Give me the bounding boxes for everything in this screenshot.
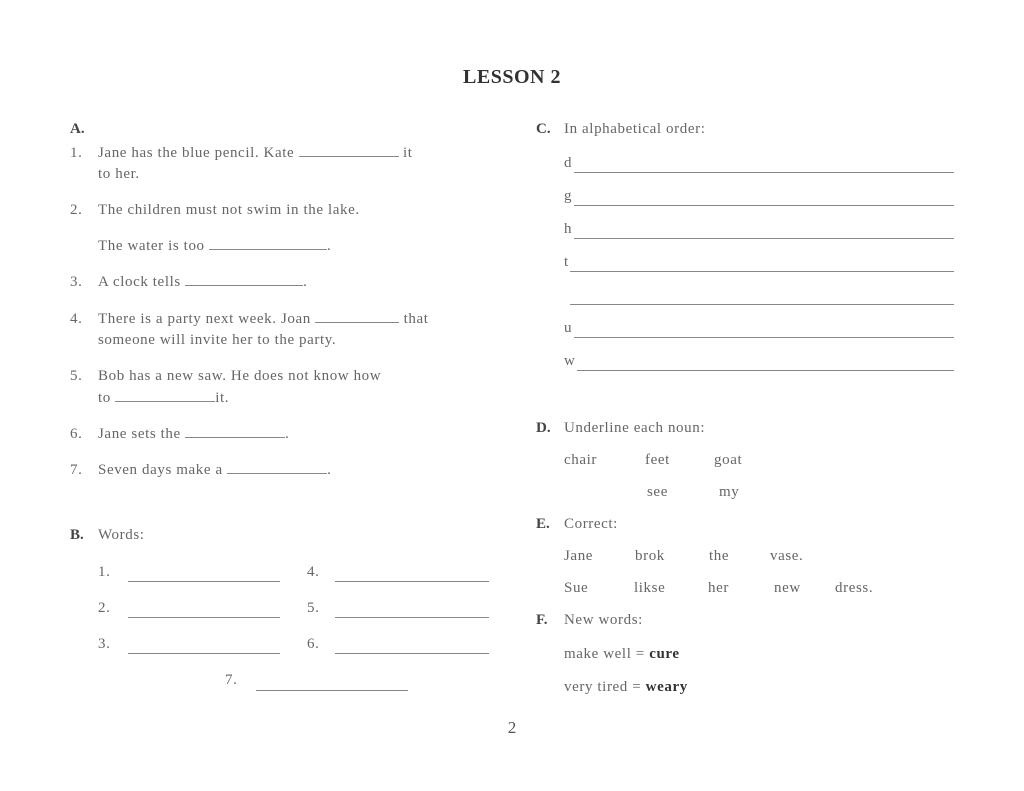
- answer-blank[interactable]: [299, 155, 399, 157]
- section-a-label: A.: [70, 121, 85, 137]
- item-a5-text: Bob has a new saw. He does not know how: [98, 368, 382, 384]
- item-a6-num: 6.: [70, 426, 83, 442]
- word-blank-4[interactable]: [335, 581, 489, 582]
- correct-word: vase.: [770, 548, 804, 564]
- alpha-letter-u: u: [564, 320, 573, 336]
- word-num-1: 1.: [98, 564, 111, 580]
- noun-word: chair: [564, 452, 597, 468]
- item-a4-line2: someone will invite her to the party.: [98, 332, 337, 348]
- answer-blank[interactable]: [185, 436, 285, 438]
- new-word: weary: [645, 679, 688, 695]
- noun-word: see: [647, 484, 668, 500]
- new-word-phrase: make well =: [564, 646, 645, 662]
- word-blank-3[interactable]: [128, 653, 280, 654]
- answer-blank[interactable]: [209, 248, 327, 250]
- alpha-letter-d: d: [564, 155, 573, 171]
- alpha-blank-6[interactable]: [574, 337, 954, 338]
- section-b-heading: Words:: [98, 527, 145, 543]
- section-f-heading: New words:: [564, 612, 643, 628]
- noun-word: feet: [645, 452, 670, 468]
- item-a7-post: .: [327, 462, 332, 478]
- item-a3-num: 3.: [70, 274, 83, 290]
- item-a7-text: [98, 462, 331, 479]
- section-e-heading: Correct:: [564, 516, 618, 532]
- item-a1-num: 1.: [70, 145, 83, 161]
- alpha-blank-3[interactable]: [574, 238, 954, 239]
- word-num-2: 2.: [98, 600, 111, 616]
- correct-word: dress.: [835, 580, 874, 596]
- correct-word: her: [708, 580, 729, 596]
- correct-word: Sue: [564, 580, 589, 596]
- section-c-label: C.: [536, 121, 551, 137]
- section-d-label: D.: [536, 420, 551, 436]
- item-a2-pre: The water is too: [98, 238, 205, 254]
- item-a4-pre: There is a party next week. Joan: [98, 311, 311, 327]
- correct-word: likse: [634, 580, 666, 596]
- item-a2-post: .: [327, 238, 332, 254]
- alpha-letter-w: w: [564, 353, 576, 369]
- item-a4-post: that: [403, 311, 429, 327]
- word-num-6: 6.: [307, 636, 320, 652]
- correct-word: brok: [635, 548, 665, 564]
- alpha-blank-2[interactable]: [574, 205, 954, 206]
- word-num-5: 5.: [307, 600, 320, 616]
- word-blank-2[interactable]: [128, 617, 280, 618]
- word-blank-5[interactable]: [335, 617, 489, 618]
- alpha-letter-h: h: [564, 221, 573, 237]
- item-a2-text: The children must not swim in the lake.: [98, 202, 360, 218]
- word-num-7: 7.: [225, 672, 238, 688]
- word-blank-7[interactable]: [256, 690, 408, 691]
- new-word: cure: [649, 646, 680, 662]
- item-a6-text: [98, 426, 290, 443]
- word-num-4: 4.: [307, 564, 320, 580]
- new-word-row: [564, 679, 688, 696]
- item-a3-pre: A clock tells: [98, 274, 181, 290]
- section-e-label: E.: [536, 516, 550, 532]
- noun-word: my: [719, 484, 740, 500]
- section-d-heading: Underline each noun:: [564, 420, 706, 436]
- item-a4-text: [98, 311, 429, 328]
- page-title: LESSON 2: [463, 66, 561, 88]
- answer-blank[interactable]: [115, 400, 215, 402]
- page-number: 2: [507, 718, 517, 737]
- section-f-label: F.: [536, 612, 548, 628]
- new-word-row: [564, 646, 680, 663]
- item-a6-post: .: [285, 426, 290, 442]
- answer-blank[interactable]: [185, 284, 303, 286]
- word-blank-6[interactable]: [335, 653, 489, 654]
- item-a1-post: it: [402, 145, 413, 161]
- correct-word: the: [709, 548, 730, 564]
- item-a3-text: [98, 274, 308, 291]
- alpha-blank-7[interactable]: [577, 370, 954, 371]
- item-a2-num: 2.: [70, 202, 83, 218]
- alpha-letter-g: g: [564, 188, 573, 204]
- item-a7-num: 7.: [70, 462, 83, 478]
- item-a4-num: 4.: [70, 311, 83, 327]
- item-a6-pre: Jane sets the: [98, 426, 181, 442]
- item-a2-line2: [98, 238, 331, 255]
- correct-word: new: [774, 580, 801, 596]
- noun-word: goat: [714, 452, 743, 468]
- word-blank-1[interactable]: [128, 581, 280, 582]
- alpha-letter-t: t: [564, 254, 569, 270]
- new-word-phrase: very tired =: [564, 679, 642, 695]
- item-a1-line2: to her.: [98, 166, 140, 182]
- answer-blank[interactable]: [315, 321, 399, 323]
- item-a1-text: [98, 145, 413, 162]
- alpha-blank-4[interactable]: [570, 271, 954, 272]
- correct-word: Jane: [564, 548, 594, 564]
- item-a5-num: 5.: [70, 368, 83, 384]
- item-a5-post: it.: [215, 390, 230, 406]
- item-a7-pre: Seven days make a: [98, 462, 223, 478]
- word-num-3: 3.: [98, 636, 111, 652]
- section-c-heading: In alphabetical order:: [564, 121, 706, 137]
- alpha-blank-1[interactable]: [574, 172, 954, 173]
- item-a5-line2: [98, 390, 229, 407]
- item-a3-post: .: [303, 274, 308, 290]
- alpha-blank-5[interactable]: [570, 304, 954, 305]
- section-b-label: B.: [70, 527, 84, 543]
- item-a5-pre: to: [98, 390, 111, 406]
- item-a1-pre: Jane has the blue pencil. Kate: [98, 145, 295, 161]
- answer-blank[interactable]: [227, 472, 327, 474]
